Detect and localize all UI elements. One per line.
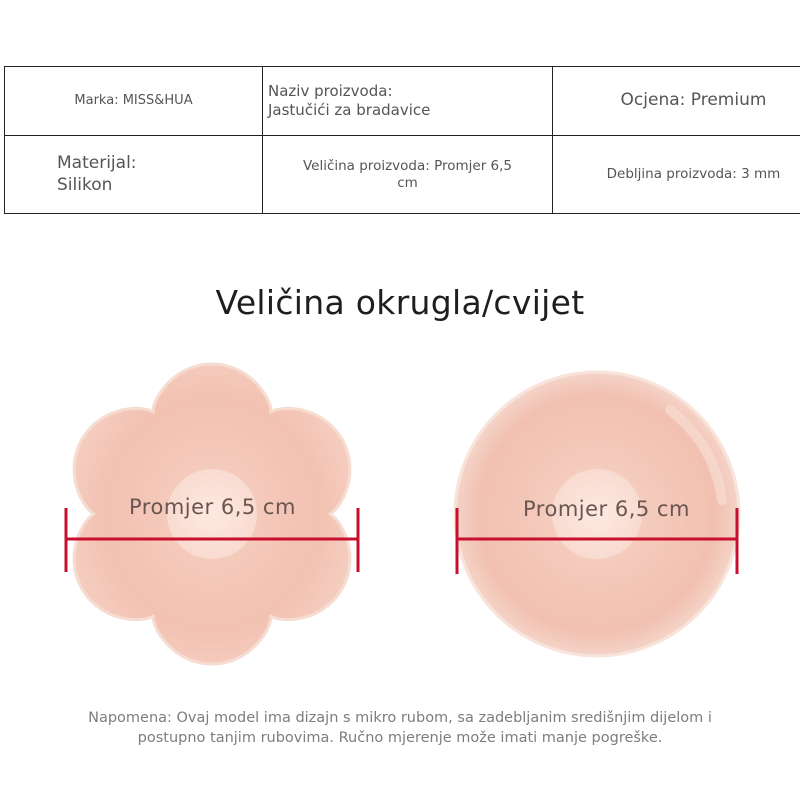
spec-size: Veličina proizvoda: Promjer 6,5 cm bbox=[263, 136, 553, 214]
page-title: Veličina okrugla/cvijet bbox=[215, 283, 585, 322]
spec-material-line2: Silikon bbox=[57, 174, 113, 195]
spec-product-name-line1: Naziv proizvoda: bbox=[268, 82, 393, 101]
spec-product-name-line2: Jastučići za bradavice bbox=[268, 101, 431, 119]
spec-row bbox=[5, 136, 800, 214]
round-measure-label: Promjer 6,5 cm bbox=[523, 497, 690, 521]
spec-row bbox=[5, 67, 800, 136]
spec-material-line1: Materijal: bbox=[57, 153, 137, 174]
product-figure bbox=[0, 350, 800, 680]
spec-table bbox=[4, 66, 800, 214]
flower-measure-label: Promjer 6,5 cm bbox=[129, 495, 296, 519]
spec-brand: Marka: MISS&HUA bbox=[5, 67, 263, 136]
spec-grade: Ocjena: Premium bbox=[553, 67, 800, 136]
spec-material bbox=[5, 136, 263, 214]
spec-thickness: Debljina proizvoda: 3 mm bbox=[553, 136, 800, 214]
footnote: Napomena: Ovaj model ima dizajn s mikro rubom, sa zadebljanim središnjim dijelom i postupno tanjim rubovima. Ručno mjerenje može imati manje pogreške. bbox=[88, 710, 712, 746]
spec-product-name bbox=[263, 67, 553, 136]
